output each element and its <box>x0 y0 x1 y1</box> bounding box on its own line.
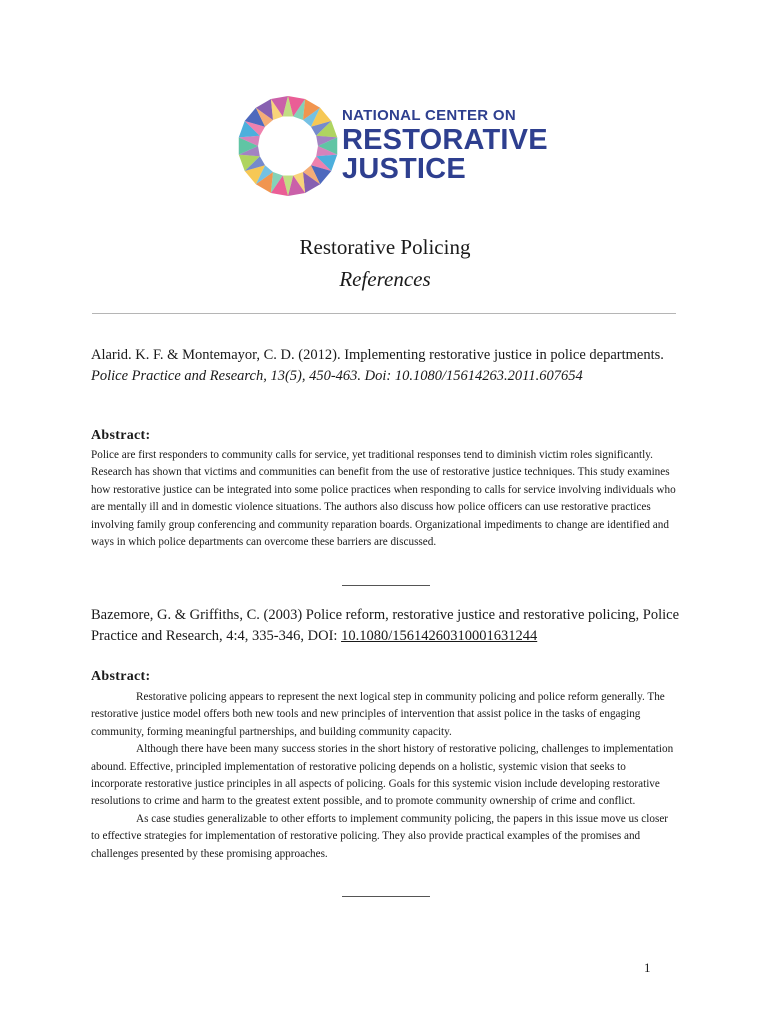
page-title: Restorative Policing <box>299 235 471 259</box>
abstract-paragraph: Restorative policing appears to represent the next logical step in community policing and police reform generally. The restorative justice model offers both new tools and new principles of intervention that assist police in the tasks of engaging community, forming meaningful partnerships, and building community capacity. <box>91 691 665 738</box>
abstract-heading-1: Abstract: <box>91 428 151 443</box>
logo-line-1: NATIONAL CENTER ON <box>342 107 517 124</box>
abstract-heading-2: Abstract: <box>91 669 151 684</box>
ncrj-logo <box>236 94 548 198</box>
abstract-paragraph: Although there have been many success stories in the short history of restorative policing, challenges to implementation abound. Effective, principled implementation of restorative policing depends on a holistic, systemic vision that seeks to incorporate restorative justice principles in all aspects of policing. Goals for this systemic vision include developing restorative resolutions to crime and harm to the greatest extent possible, and to promote community ownership of crime and conflict. <box>91 743 674 808</box>
abstract-paragraph: Police are first responders to community calls for service, yet traditional responses tend to diminish victim roles significantly. Research has shown that victims and communities can benefit from the use of restorative justice techniques. This study examines how restorative justice can be integrated into some police practices when responding to calls for service involving individuals who are mentally ill and in domestic violence situations. The authors also discuss how police officers can use restorative practices involving family group conferencing and community reparation boards. Organizational impediments to change are identified and ways in which police departments can overcome these barriers are discussed. <box>91 449 676 549</box>
page-number: 1 <box>644 960 651 975</box>
logo-line-3: JUSTICE <box>342 153 466 185</box>
reference-separator-2 <box>342 896 430 897</box>
logo-wordmark <box>342 107 548 183</box>
reference-citation-1 <box>91 345 691 387</box>
abstract-body-2 <box>91 689 679 863</box>
abstract-paragraph: As case studies generalizable to other efforts to implement community policing, the papers in this issue move us closer to effective strategies for implementation of restorative policing. They also provide practical examples of the promises and challenges presented by these promising approaches. <box>91 812 669 860</box>
reference-citation-2 <box>91 605 691 647</box>
reference-separator-1 <box>342 585 430 586</box>
citation-journal: Police Practice and Research, 13(5), 450-463. Doi: 10.1080/15614263.2011.607654 <box>91 368 583 384</box>
logo-ring-icon <box>236 94 340 198</box>
citation-text: Bazemore, G. & Griffiths, C. (2003) Police reform, restorative justice and restorative policing, Police Practice and Research, 4:4, 335-346, DOI: <box>91 607 680 644</box>
title-divider <box>92 313 676 314</box>
doi-link[interactable]: 10.1080/1561426031000163124​4 <box>341 628 538 644</box>
abstract-body-1 <box>91 447 679 551</box>
logo-line-2: RESTORATIVE <box>342 124 548 156</box>
page-subtitle: References <box>339 267 431 291</box>
citation-text: Alarid. K. F. & Montemayor, C. D. (2012). Implementing restorative justice in police departments. <box>91 347 664 363</box>
